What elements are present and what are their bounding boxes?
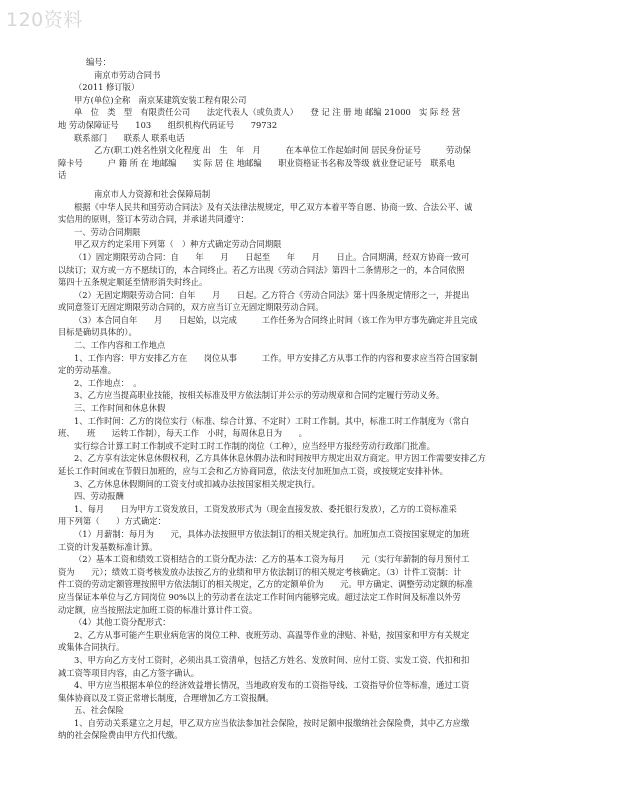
document-line: 甲方(单位)全称 南京某建筑安装工程有限公司: [74, 94, 247, 105]
document-line: 2、乙方从事可能产生职业病危害的岗位工种、夜班劳动、高温等作业的津贴、补贴，按国家和甲方有关规定: [74, 629, 470, 640]
document-line: 2、工作地点： 。: [74, 377, 142, 388]
document-line: 动定额，应当按照法定加班工资的标准计算计件工资。: [58, 604, 258, 615]
document-line: 或同意签订无固定期限劳动合同的，双方应当订立无固定期限劳动合同。: [58, 302, 324, 313]
document-line: 一、劳动合同期限: [74, 226, 141, 237]
document-line: 班、 班 运转工作制），每天工作 小时，每周休息日为 。: [58, 428, 307, 439]
document-line: （2）无固定期限劳动合同：自年 月 日起。乙方符合《劳动合同法》第十四条规定情形之一，并提出: [74, 289, 470, 300]
document-line: 件工资的劳动定额管理按照甲方依法制订的相关规定，乙方的定额单价为 元。甲方确定、调整劳动定额的标准: [58, 579, 473, 590]
document-line: 以续订；双方或一方不愿续订的，本合同终止。若乙方出现《劳动合同法》第四十二条情形之一的，本合同依照: [58, 264, 465, 275]
document-line: 根据《中华人民共和国劳动合同法》及有关法律法规规定，甲乙双方本着平等自愿、协商一致、合法公平、诚: [74, 201, 473, 212]
document-line: 南京市劳动合同书: [94, 69, 161, 80]
document-line: 2、乙方享有法定休息休假权利，乙方具体休息休假办法和时间按甲方规定出双方商定。甲方因工作需要安排乙方: [74, 453, 486, 464]
document-line: 三、工作时间和休息休假: [74, 403, 166, 414]
document-line: 资为 元）；绩效工资考核发放办法按乙方的业绩和甲方依法制订的相关规定考核确定。（3）计件工资制：计: [58, 566, 462, 577]
document-line: 定的劳动基准。: [58, 365, 117, 376]
document-line: （2）基本工资和绩效工资相结合的工资分配办法：乙方的基本工资为每月 元（实行年薪制的每月预付工: [74, 554, 470, 565]
document-line: 话: [58, 170, 67, 181]
document-line: 联系部门 联系人 联系电话: [74, 132, 185, 143]
document-line: 减工资等项目内容，由乙方签字确认。: [58, 667, 200, 678]
document-line: 目标是确切具体的）。: [58, 327, 137, 338]
document-line: （1）月薪制：每月为 元，具体办法按照甲方依法制订的相关规定执行。加班加点工资按国家规定的加班: [74, 528, 470, 539]
document-line: 南京市人力资源和社会保障局制: [94, 188, 211, 199]
document-line: 工资的计发基数标准计算。: [58, 541, 158, 552]
document-line: 四、劳动报酬: [74, 491, 124, 502]
contract-document: [58, 56, 586, 742]
document-line: 障卡号 户 籍 所 在 地邮编 实 际 居 住 地邮编 职业资格证书名称及等级 就业登记证号 联系电: [58, 157, 456, 168]
watermark-logo: 120资料: [6, 9, 83, 31]
document-line: （3）本合同自年 月 日起始，以完成 工作任务为合同终止时间（该工作为甲方事先确定并且完成: [74, 314, 478, 325]
document-line: （2011 修订版）: [74, 82, 140, 93]
document-line: 延长工作时间或在节假日加班的，应与工会和乙方协商同意，依法支付加班加点工资，或按规定安排补休。: [58, 466, 448, 476]
document-line: 单 位 类 型 有限责任公司 法定代表人（或负责人） 登 记 注 册 地 邮编 21000 实 际 经 营: [74, 107, 461, 118]
document-line: 集体协商以及工资正常增长制度，合理增加乙方工资报酬。: [58, 692, 274, 703]
document-line: （4）其他工资分配形式：: [74, 617, 171, 628]
document-line: 编号：: [86, 57, 111, 67]
document-line: 4、甲方应当根据本单位的经济效益增长情况，当地政府发布的工资指导线、工资指导价位等标准，通过工资: [74, 680, 470, 691]
document-line: 甲乙双方约定采用下列第（ ）种方式确定劳动合同期限: [74, 239, 282, 250]
document-line: 应当保证本单位与乙方同岗位 90%以上的劳动者在法定工作时间内能够完成。超过法定工作时间及标准以外劳: [58, 591, 461, 602]
document-line: 二、工作内容和工作地点: [74, 340, 166, 351]
document-line: 地 劳动保障证号 103 组织机构代码证号 79732: [58, 119, 278, 130]
document-line: （1）固定期限劳动合同：自 年 月 日起至 年 月 日止。合同期满，经双方协商一致可: [74, 251, 470, 262]
document-line: 实信用的原则，签订本劳动合同，并承诺共同遵守：: [58, 214, 249, 225]
document-line: 乙方(职工)姓名性别文化程度 出 生 年 月 在本单位工作起始时间 居民身份证号 劳动保: [94, 145, 471, 156]
document-line: 实行综合计算工时工作制或不定时工时工作制的岗位（工种），应当经甲方报经劳动行政部门批准。: [74, 440, 435, 451]
document-line: 3、乙方休息休假期间的工资支付或扣减办法按国家相关规定执行。: [74, 478, 320, 489]
document-line: 1、每月 日为甲方工资发放日，工资发放形式为（现金直接发放、委托银行发放），乙方的工资标准采: [74, 503, 457, 514]
document-line: 1、工作时间：乙方的岗位实行（标准、综合计算、不定时）工时工作制。其中，标准工时工作制度为（常白: [74, 415, 470, 426]
document-line: 用下列第（ ）方式确定：: [58, 516, 166, 527]
document-line: 1、工作内容：甲方安排乙方在 岗位从事 工作。甲方安排乙方从事工作的内容和要求应当符合国家制: [74, 352, 478, 363]
document-line: 纳的社会保险费由甲方代扣代缴。: [58, 730, 183, 741]
document-line: 第四十五条规定顺延至情形消失时终止。: [58, 277, 208, 288]
document-line: 3、乙方应当提高职业技能，按相关标准及甲方依法制订并公示的劳动规章和合同约定履行劳动义务。: [74, 390, 445, 401]
document-line: 或集体合同执行。: [58, 642, 125, 653]
document-line: 1、自劳动关系建立之月起，甲乙双方应当依法参加社会保险，按时足额申报缴纳社会保险费，其中乙方应缴: [74, 717, 470, 728]
document-line: 3、甲方向乙方支付工资时，必须出具工资清单，包括乙方姓名、发放时间、应付工资、实发工资、代扣和扣: [74, 654, 470, 665]
document-line: 五、社会保险: [74, 705, 124, 716]
